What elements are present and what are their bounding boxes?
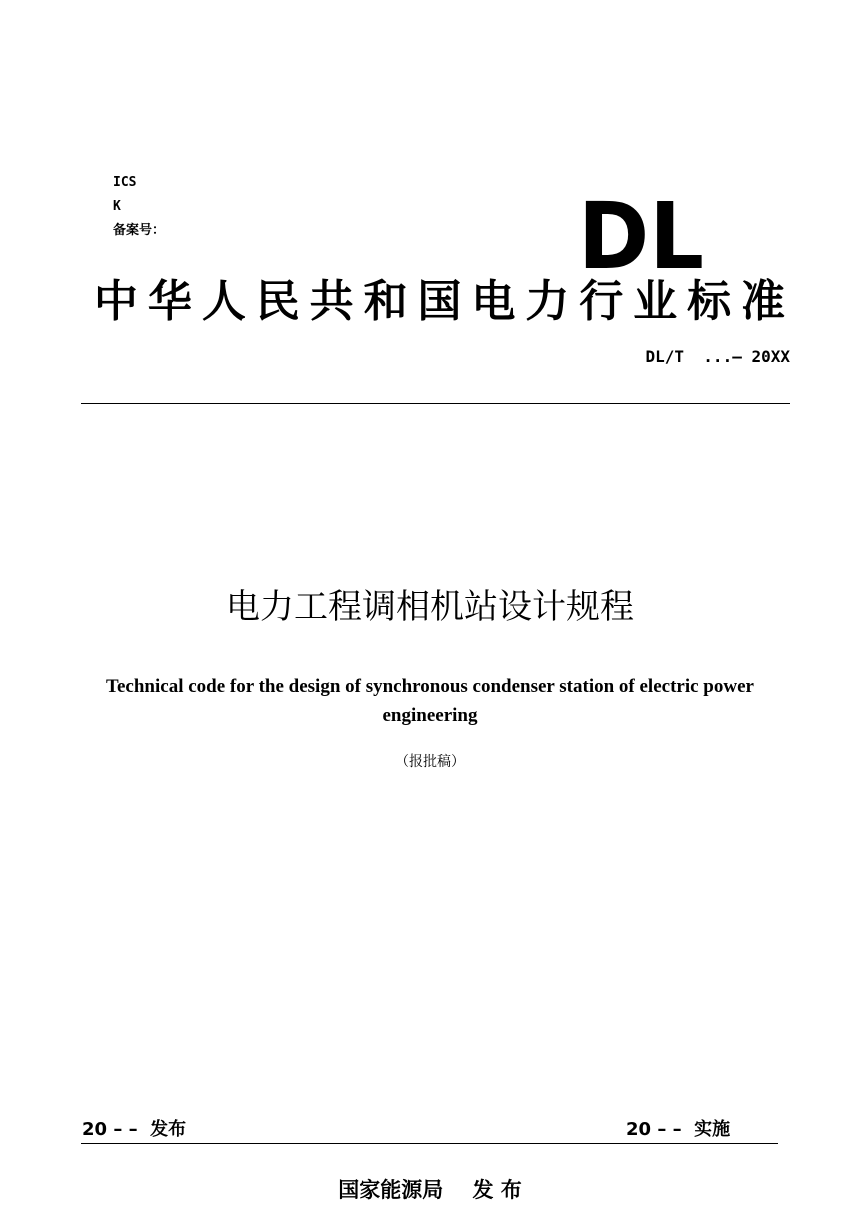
document-title-english: Technical code for the design of synchronous condenser station of electric power engineering <box>106 676 754 726</box>
filing-number: 备案号： <box>113 223 166 238</box>
standard-number: DL/T ...— 20XX <box>645 347 790 366</box>
footer-divider <box>81 1143 778 1144</box>
dl-logo <box>578 190 708 280</box>
issuing-authority: 国家能源局 发 布 <box>338 1178 522 1202</box>
dl-logo-text: DL <box>578 190 704 280</box>
effective-date: 20 – – 实施 <box>626 1119 731 1140</box>
header-divider <box>81 403 790 404</box>
classification-code: K <box>113 199 121 214</box>
ics-code: ICS <box>113 175 137 190</box>
org-title: 中华人民共和国电力行业标准 <box>94 276 784 327</box>
document-title-chinese: 电力工程调相机站设计规程 <box>226 587 634 627</box>
draft-status: （报批稿） <box>395 754 465 770</box>
publish-date: 20 – – 发布 <box>82 1119 187 1140</box>
